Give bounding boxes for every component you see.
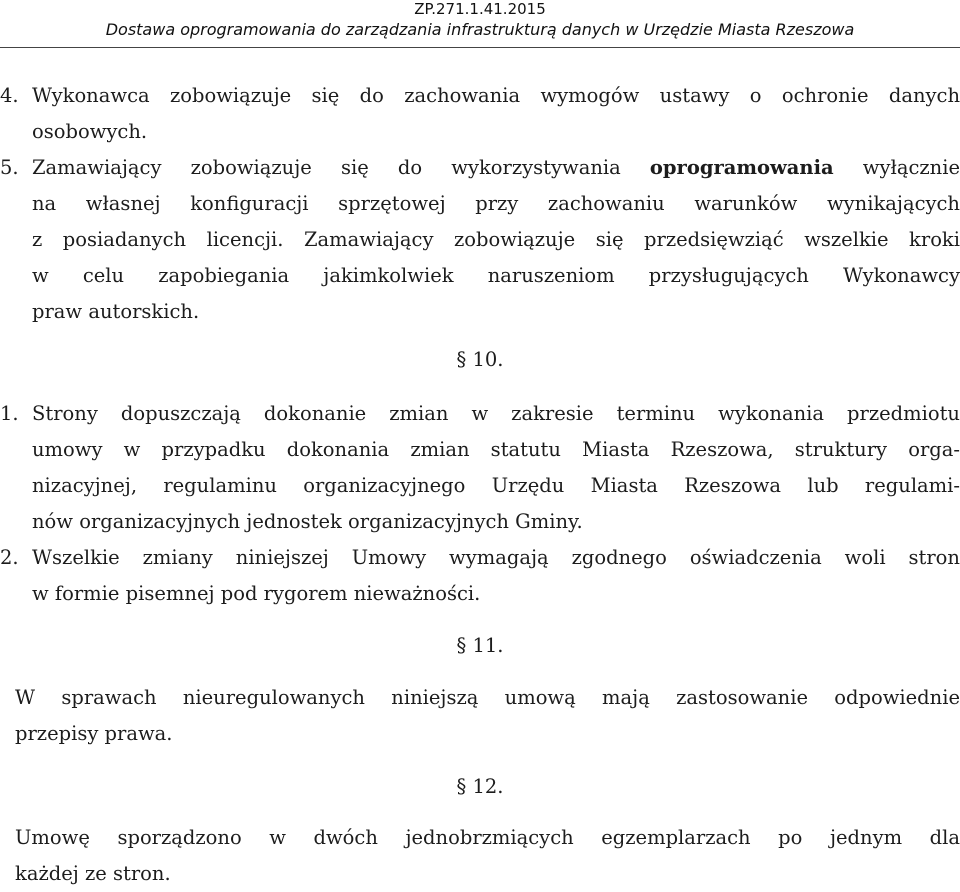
- reference-number: ZP.271.1.41.2015: [414, 0, 546, 18]
- item-body: [32, 78, 960, 114]
- paragraph-line: każdej ze stron.: [15, 862, 171, 885]
- item-line: osobowych.: [32, 120, 148, 143]
- item-line: w celu zapobiegania jakimkolwiek naruszeniom przysługujących Wykonawcy: [32, 264, 960, 287]
- section-heading-11: [0, 628, 960, 664]
- header-divider: [0, 47, 960, 48]
- item-line: nów organizacyjnych jednostek organizacyjnych Gminy.: [32, 510, 583, 533]
- section-label: § 12.: [456, 775, 504, 798]
- item-number: 1.: [0, 402, 19, 425]
- item-body: [32, 540, 960, 612]
- item-line: w formie pisemnej pod rygorem nieważności.: [32, 582, 481, 605]
- item-line: Strony dopuszczają dokonanie zmian w zakresie terminu wykonania przedmiotu: [32, 402, 960, 425]
- section-heading-10: [0, 342, 960, 378]
- item-number: 5.: [0, 156, 19, 179]
- section-label: § 11.: [456, 634, 504, 657]
- item-body: [32, 396, 960, 540]
- item-text: Zamawiający zobowiązuje się do wykorzystywania: [32, 156, 650, 179]
- item-text: wyłącznie: [833, 156, 960, 179]
- item-number: 2.: [0, 546, 19, 569]
- paragraph-line: Umowę sporządzono w dwóch jednobrzmiących egzemplarzach po jednym dla: [15, 826, 960, 849]
- paragraph-line: przepisy prawa.: [15, 722, 173, 745]
- item-line: na własnej konfiguracji sprzętowej przy zachowaniu warunków wynikających: [32, 192, 960, 215]
- paragraph: [15, 820, 960, 892]
- item-line: praw autorskich.: [32, 300, 200, 323]
- item-number: 4.: [0, 84, 19, 107]
- item-line: z posiadanych licencji. Zamawiający zobowiązuje się przedsięwziąć wszelkie kroki: [32, 228, 960, 251]
- item-line: Wykonawca zobowiązuje się do zachowania wymogów ustawy o ochronie danych: [32, 84, 960, 107]
- bold-term: oprogramowania: [649, 156, 834, 179]
- paragraph: [15, 680, 960, 752]
- section-heading-12: [0, 769, 960, 805]
- item-line: nizacyjnej, regulaminu organizacyjnego Urzędu Miasta Rzeszowa lub regulami-: [32, 474, 960, 497]
- header-title: Dostawa oprogramowania do zarządzania infrastrukturą danych w Urzędzie Miasta Rzeszowa: [105, 20, 855, 39]
- item-body: [32, 114, 960, 150]
- section-label: § 10.: [456, 348, 504, 371]
- item-body: [32, 150, 960, 330]
- item-line: umowy w przypadku dokonania zmian statutu Miasta Rzeszowa, struktury orga-: [32, 438, 960, 461]
- item-line: Wszelkie zmiany niniejszej Umowy wymagają zgodnego oświadczenia woli stron: [32, 546, 960, 569]
- paragraph-line: W sprawach nieuregulowanych niniejszą umową mają zastosowanie odpowiednie: [15, 686, 960, 709]
- item-line: [32, 150, 960, 186]
